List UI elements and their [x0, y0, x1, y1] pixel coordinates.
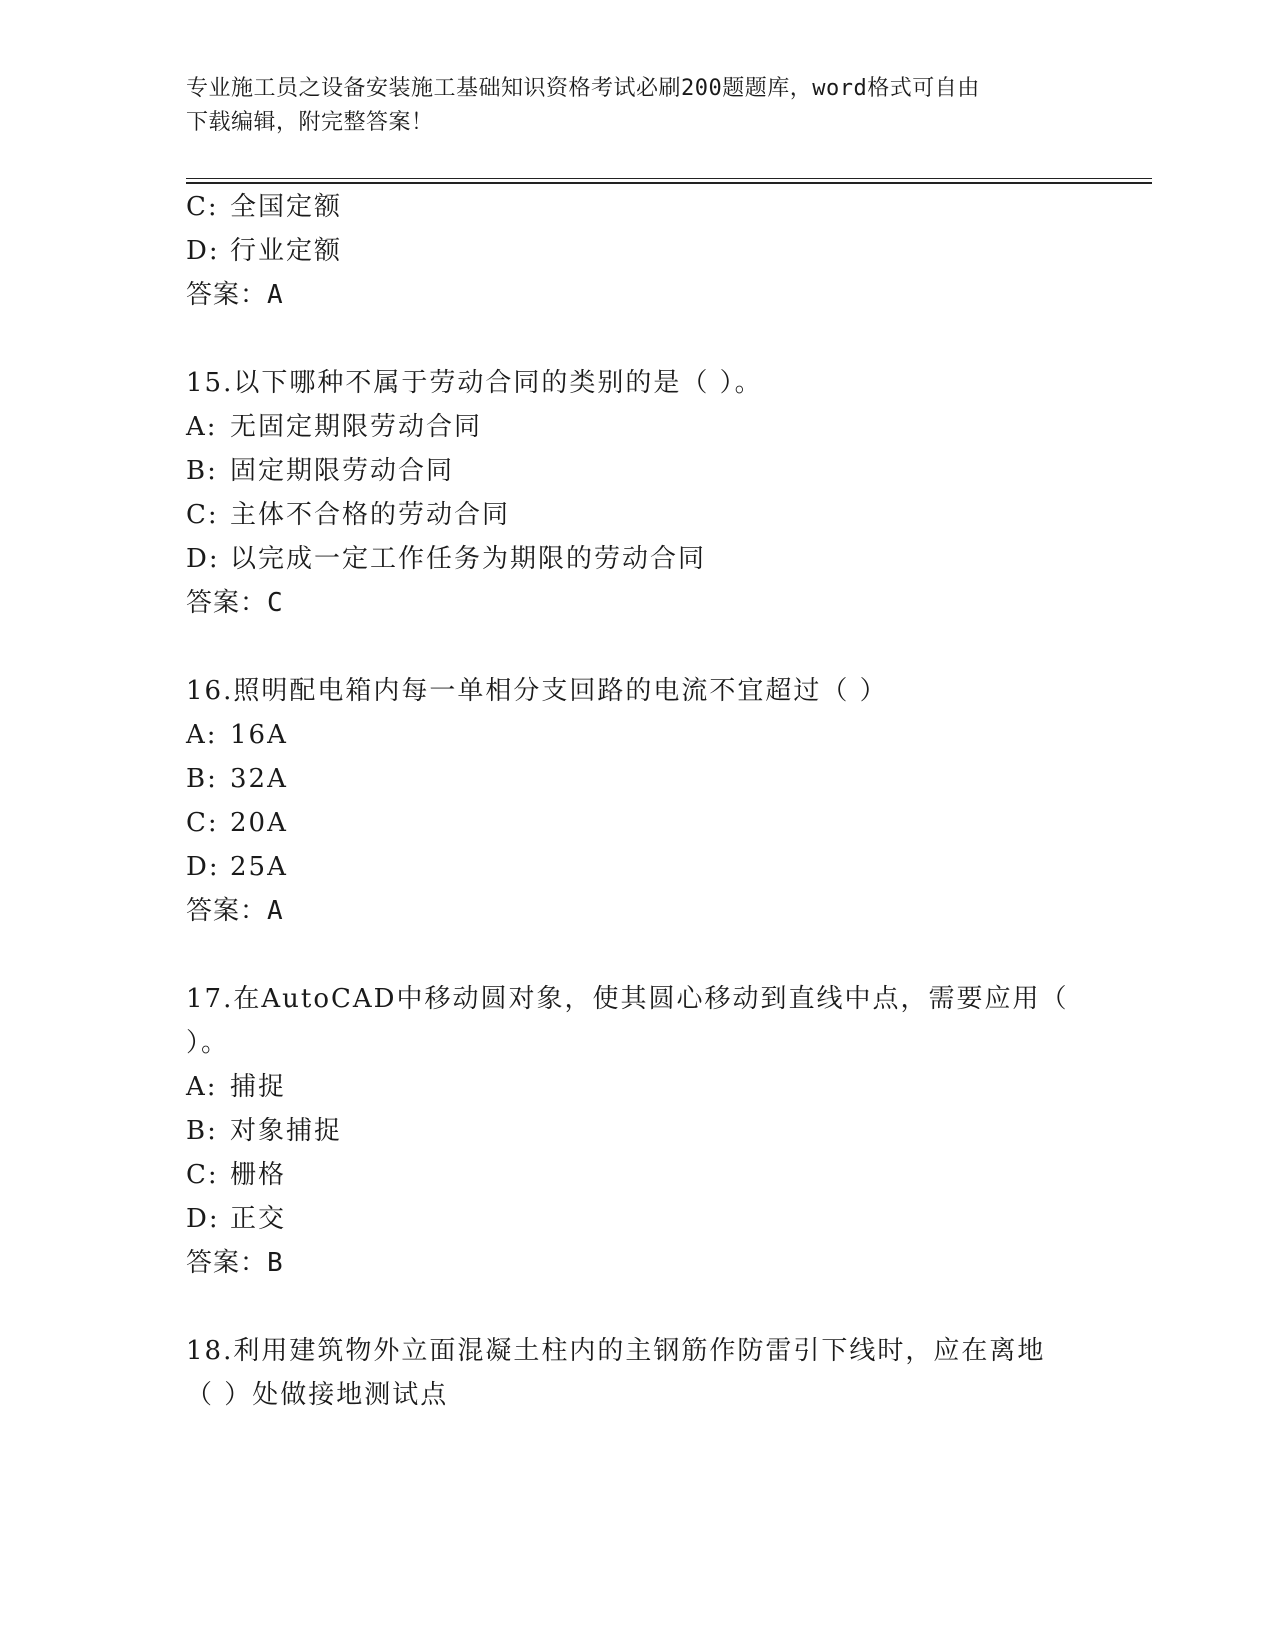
option-letter: C: [186, 808, 219, 838]
option-letter: B: [186, 764, 218, 794]
option-text: 20A [230, 808, 288, 838]
q15-answer: 答案：C [186, 588, 284, 618]
q17-answer: 答案：B [186, 1248, 284, 1278]
option-text: 25A [230, 852, 288, 882]
option-letter: B: [186, 1116, 218, 1146]
option-text: 行业定额 [230, 236, 343, 266]
option-text: 主体不合格的劳动合同 [230, 500, 511, 530]
prev-answer: 答案：A [186, 280, 284, 310]
option-letter: A: [186, 1072, 218, 1102]
q15-option-a [186, 410, 482, 444]
prev-option-d [186, 234, 342, 268]
option-letter: D: [186, 852, 220, 882]
option-letter: C: [186, 1160, 219, 1190]
document-header [186, 72, 1086, 140]
header-divider-thin [186, 178, 1152, 179]
option-letter: C: [186, 192, 219, 222]
prev-option-c [186, 190, 342, 224]
q15-option-d [186, 542, 706, 576]
option-letter: C: [186, 500, 219, 530]
header-divider-thick [186, 182, 1152, 184]
q17-option-a [186, 1070, 286, 1104]
option-text: 无固定期限劳动合同 [230, 412, 483, 442]
option-text: 16A [230, 720, 288, 750]
q15-option-b [186, 454, 454, 488]
option-text: 以完成一定工作任务为期限的劳动合同 [230, 544, 707, 574]
option-letter: A: [186, 412, 218, 442]
question-18-line-1: 18.利用建筑物外立面混凝土柱内的主钢筋作防雷引下线时，应在离地 [186, 1336, 1046, 1366]
header-line-1: 专业施工员之设备安装施工基础知识资格考试必刷200题题库，word格式可自由 [186, 76, 980, 101]
option-text: 栅格 [230, 1160, 287, 1190]
option-text: 全国定额 [230, 192, 343, 222]
q17-option-b [186, 1114, 342, 1148]
q17-option-d [186, 1202, 286, 1236]
question-18-line-2: （ ）处做接地测试点 [186, 1380, 449, 1410]
q16-option-b [186, 762, 288, 796]
q16-option-c [186, 806, 288, 840]
question-15: 15.以下哪种不属于劳动合同的类别的是（ ）。 [186, 368, 763, 398]
option-letter: A: [186, 720, 218, 750]
option-text: 捕捉 [230, 1072, 287, 1102]
q15-option-c [186, 498, 510, 532]
q17-option-c [186, 1158, 286, 1192]
q16-option-d [186, 850, 288, 884]
option-text: 对象捕捉 [230, 1116, 343, 1146]
option-letter: D: [186, 544, 220, 574]
option-letter: B: [186, 456, 218, 486]
question-17-line-2: ）。 [186, 1028, 230, 1058]
question-16: 16.照明配电箱内每一单相分支回路的电流不宜超过（ ） [186, 676, 888, 706]
option-letter: D: [186, 236, 220, 266]
option-text: 固定期限劳动合同 [230, 456, 455, 486]
header-line-2: 下载编辑，附完整答案！ [186, 110, 434, 135]
question-17-line-1: 17.在AutoCAD中移动圆对象，使其圆心移动到直线中点，需要应用（ [186, 984, 1069, 1014]
option-text: 正交 [230, 1204, 287, 1234]
q16-option-a [186, 718, 288, 752]
option-letter: D: [186, 1204, 220, 1234]
option-text: 32A [230, 764, 288, 794]
q16-answer: 答案：A [186, 896, 284, 926]
